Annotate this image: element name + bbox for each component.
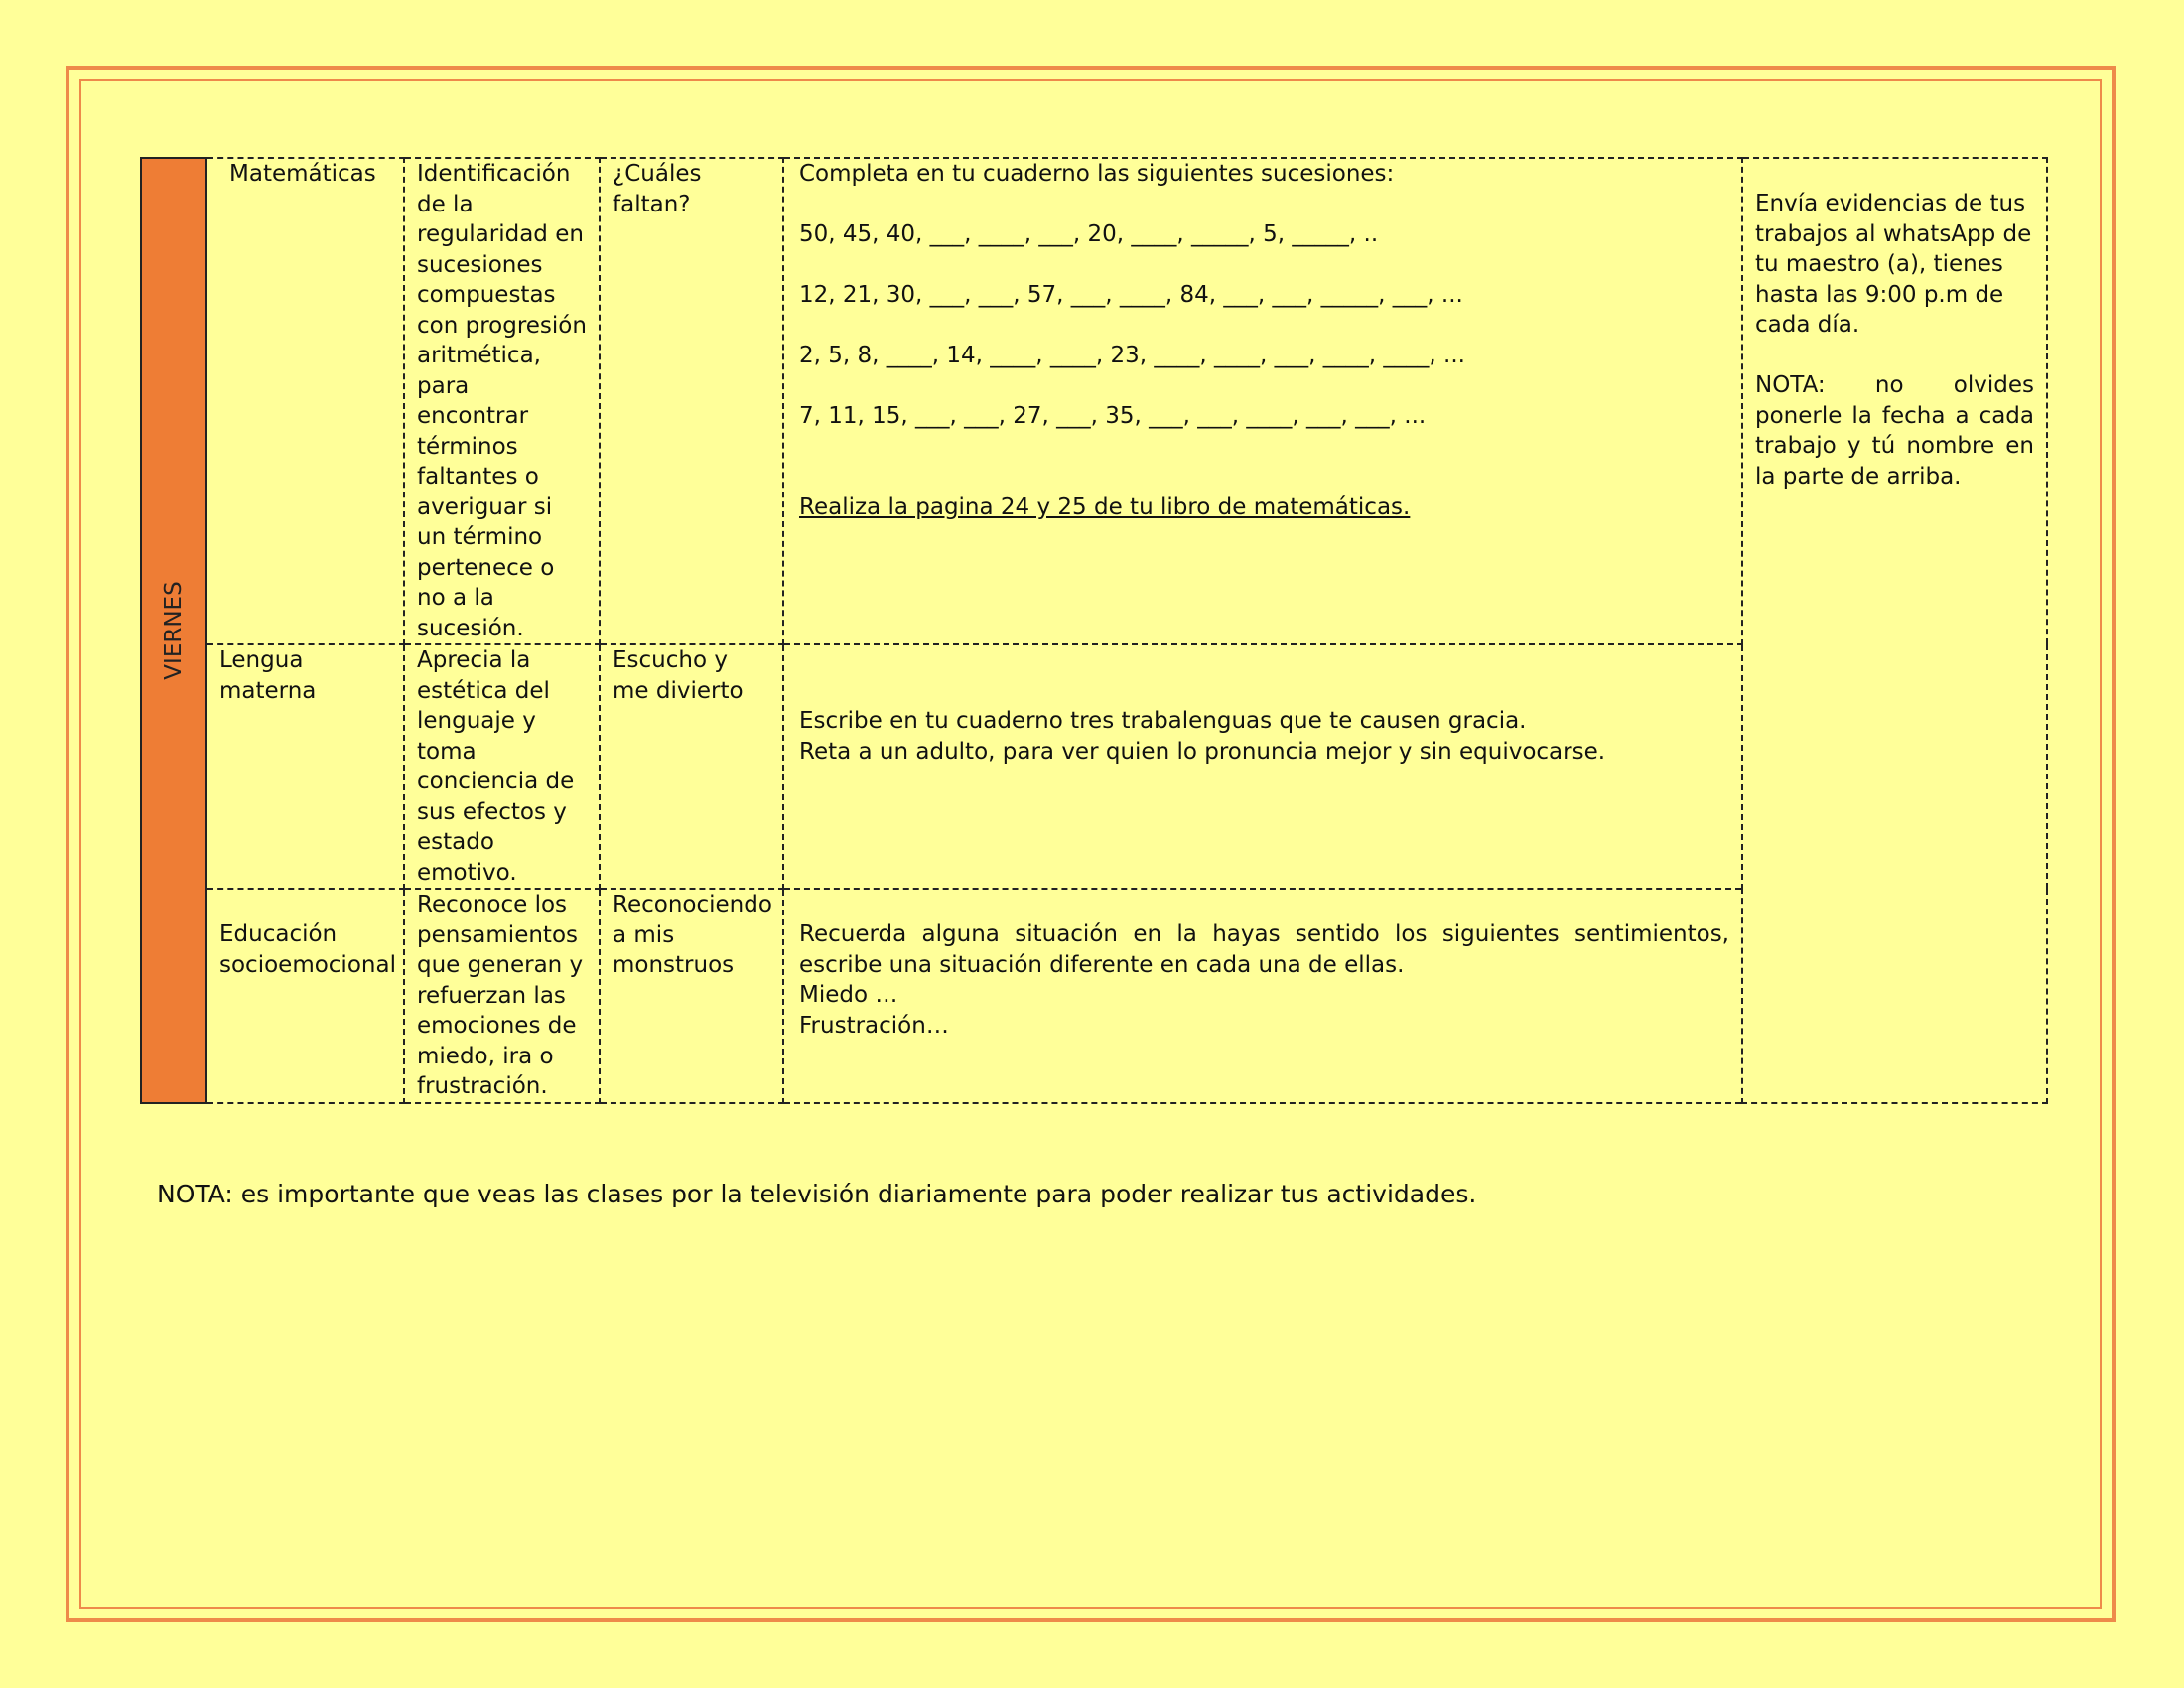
day-column: [141, 158, 206, 1103]
topic-lengua: Escucho y me divierto: [613, 647, 744, 704]
subject-socioemocional: Educación socioemocional: [219, 921, 396, 978]
footer-note: NOTA: es importante que veas las clases por la televisión diariamente para poder realizar tus actividades.: [157, 1180, 1477, 1208]
subject-matematicas: Matemáticas: [229, 161, 376, 187]
learning-cell: [404, 889, 600, 1103]
topic-cell: [600, 644, 783, 889]
schedule-table: [140, 157, 2048, 1104]
subject-cell: [206, 158, 404, 644]
sequence-1: 50, 45, 40, ___, ____, ___, 20, ____, _____, 5, _____, ..: [799, 221, 1379, 247]
topic-cell: [600, 158, 783, 644]
topic-socioemocional: Reconociendo a mis monstruos: [613, 892, 772, 978]
socio-line-3: Frustración…: [799, 1012, 949, 1039]
learning-socioemocional: Reconoce los pensamientos que generan y refuerzan las emociones de miedo, ira o frustración.: [417, 892, 584, 1099]
activity-cell: [783, 158, 1742, 644]
socio-line-2: Miedo …: [799, 982, 898, 1008]
evidence-text: Envía evidencias de tus trabajos al whatsApp de tu maestro (a), tienes hasta las 9:00 p.m de cada día.: [1755, 191, 2032, 338]
learning-matematicas: Identificación de la regularidad en sucesiones compuestas con progresión aritmética, para encontrar términos faltantes o averiguar si un término pertenece o no a la sucesión.: [417, 161, 587, 641]
lengua-line-2: Reta a un adulto, para ver quien lo pronuncia mejor y sin equivocarse.: [799, 738, 1606, 765]
evidence-note: NOTA: no olvides ponerle la fecha a cada trabajo y tú nombre en la parte de arriba.: [1755, 372, 2034, 490]
day-label: VIERNES: [160, 581, 187, 680]
topic-cell: [600, 889, 783, 1103]
socio-line-1: Recuerda alguna situación en la hayas sentido los siguientes sentimientos, escribe una situación diferente en cada una de ellas.: [799, 921, 1729, 978]
subject-lengua: Lengua materna: [219, 647, 317, 704]
evidence-cell: [1742, 158, 2047, 1103]
lengua-line-1: Escribe en tu cuaderno tres trabalenguas que te causen gracia.: [799, 708, 1527, 734]
activity-cell: [783, 644, 1742, 889]
learning-cell: [404, 158, 600, 644]
sequence-2: 12, 21, 30, ___, ___, 57, ___, ____, 84, ___, ___, _____, ___, ...: [799, 282, 1463, 308]
learning-lengua: Aprecia la estética del lenguaje y toma conciencia de sus efectos y estado emotivo.: [417, 647, 575, 886]
topic-matematicas: ¿Cuáles faltan?: [613, 161, 702, 217]
subject-cell: [206, 644, 404, 889]
learning-cell: [404, 644, 600, 889]
activity-intro: Completa en tu cuaderno las siguientes sucesiones:: [799, 161, 1395, 187]
book-task: Realiza la pagina 24 y 25 de tu libro de matemáticas.: [799, 493, 1411, 520]
subject-cell: [206, 889, 404, 1103]
row-matematicas: [141, 158, 2047, 644]
sequence-4: 7, 11, 15, ___, ___, 27, ___, 35, ___, ___, ____, ___, ___, ...: [799, 403, 1427, 429]
activity-cell: [783, 889, 1742, 1103]
sequence-3: 2, 5, 8, ____, 14, ____, ____, 23, ____, ____, ___, ____, ____, ...: [799, 343, 1465, 368]
